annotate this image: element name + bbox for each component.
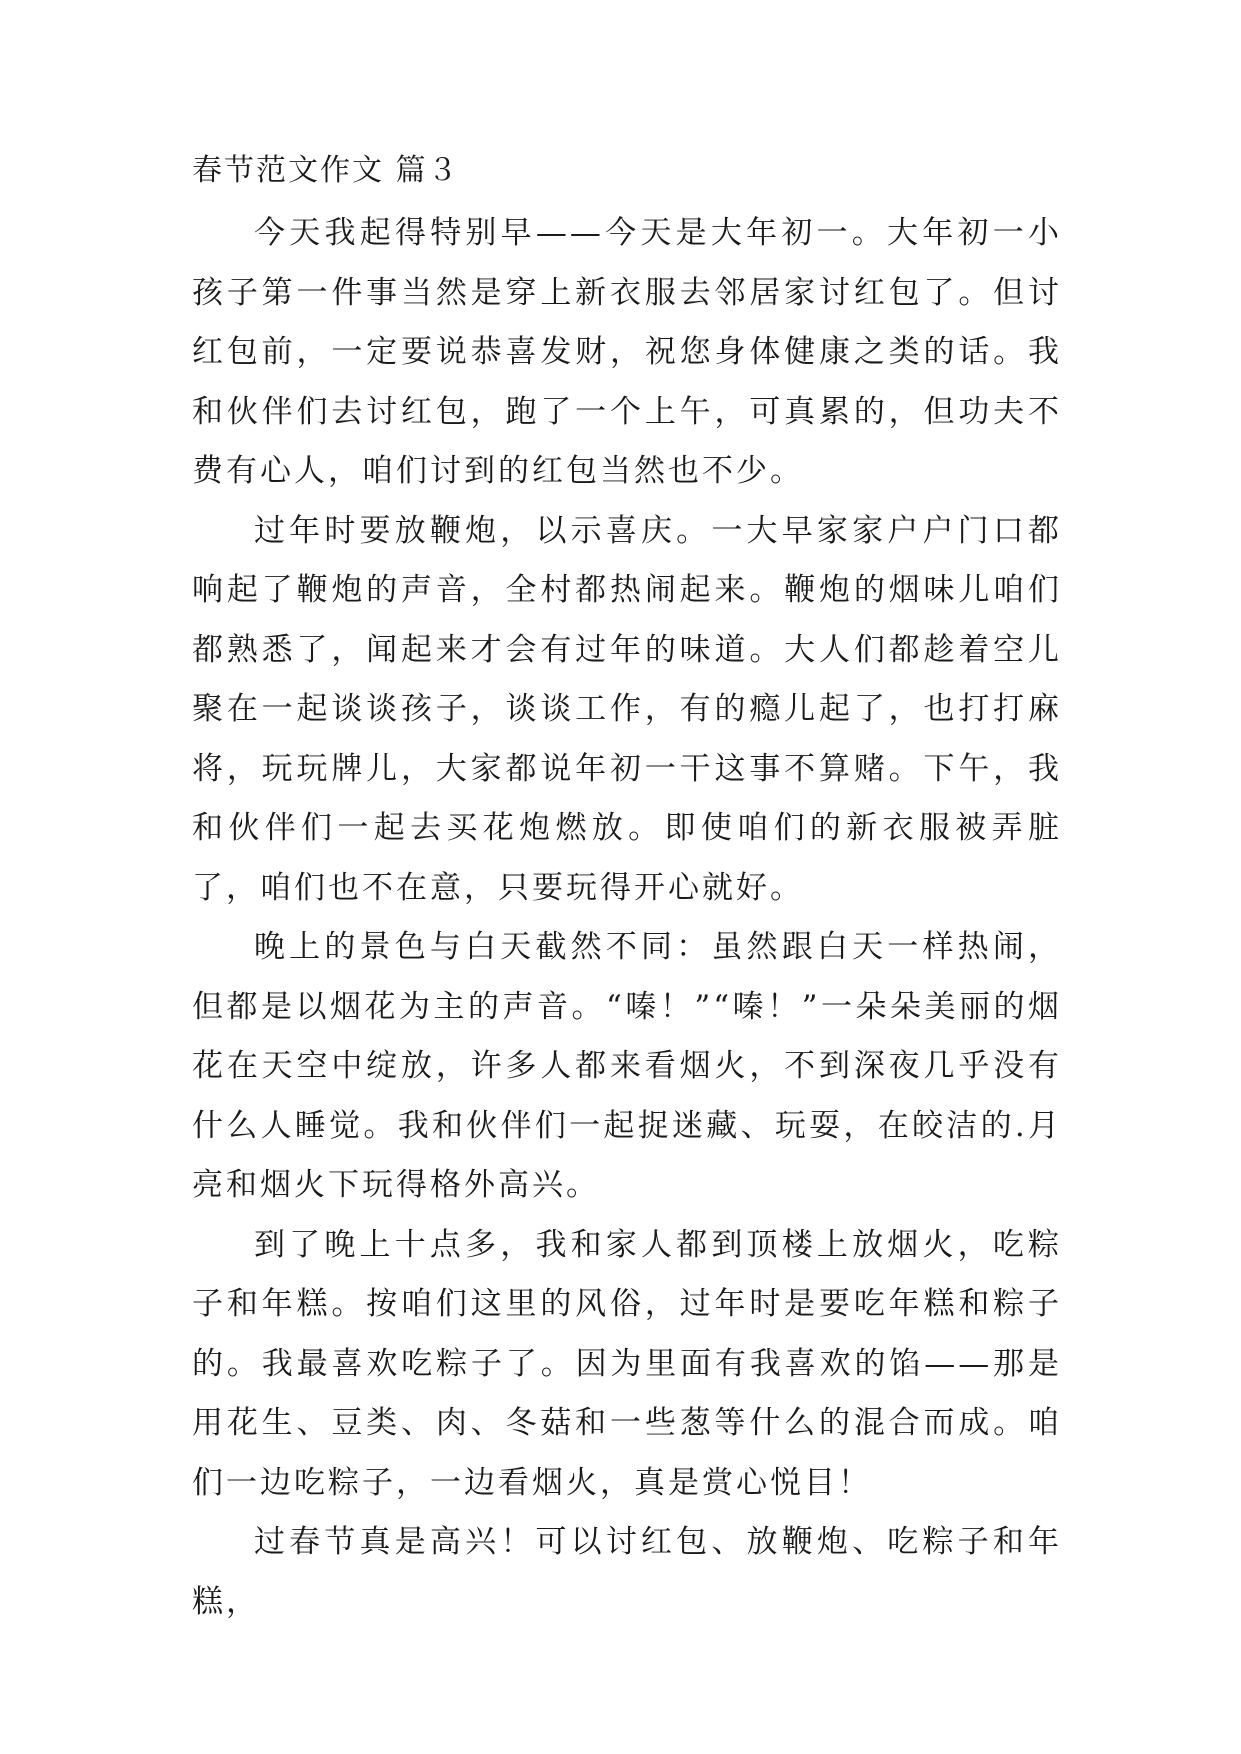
paragraph-3: 晚上的景色与白天截然不同：虽然跟白天一样热闹，但都是以烟花为主的声音。“嗪！”“嗪！”一朵朵美丽的烟花在天空中绽放，许多人都来看烟火，不到深夜几乎没有什么人睡觉。我和伙伴们一起捉迷藏、玩耍，在皎洁的.月亮和烟火下玩得格外高兴。	[192, 929, 1062, 1203]
paragraph-5: 过春节真是高兴！可以讨红包、放鞭炮、吃粽子和年糕，	[192, 1524, 1062, 1620]
paragraph-2: 过年时要放鞭炮，以示喜庆。一大早家家户户门口都响起了鞭炮的声音，全村都热闹起来。鞭炮的烟味儿咱们都熟悉了，闻起来才会有过年的味道。大人们都趁着空儿聚在一起谈谈孩子，谈谈工作，有的瘾儿起了，也打打麻将，玩玩牌儿，大家都说年初一干这事不算赌。下午，我和伙伴们一起去买花炮燃放。即使咱们的新衣服被弄脏了，咱们也不在意，只要玩得开心就好。	[192, 512, 1062, 906]
paragraph-1: 今天我起得特别早——今天是大年初一。大年初一小孩子第一件事当然是穿上新衣服去邻居家讨红包了。但讨红包前，一定要说恭喜发财，祝您身体健康之类的话。我和伙伴们去讨红包，跑了一个上午，可真累的，但功夫不费有心人，咱们讨到的红包当然也不少。	[192, 215, 1062, 489]
document-body	[192, 148, 1062, 1632]
document-title: 春节范文作文 篇３	[192, 153, 460, 188]
paragraph-4: 到了晚上十点多，我和家人都到顶楼上放烟火，吃粽子和年糕。按咱们这里的风俗，过年时是要吃年糕和粽子的。我最喜欢吃粽子了。因为里面有我喜欢的馅——那是用花生、豆类、肉、冬菇和一些葱等什么的混合而成。咱们一边吃粽子，一边看烟火，真是赏心悦目！	[192, 1226, 1062, 1501]
